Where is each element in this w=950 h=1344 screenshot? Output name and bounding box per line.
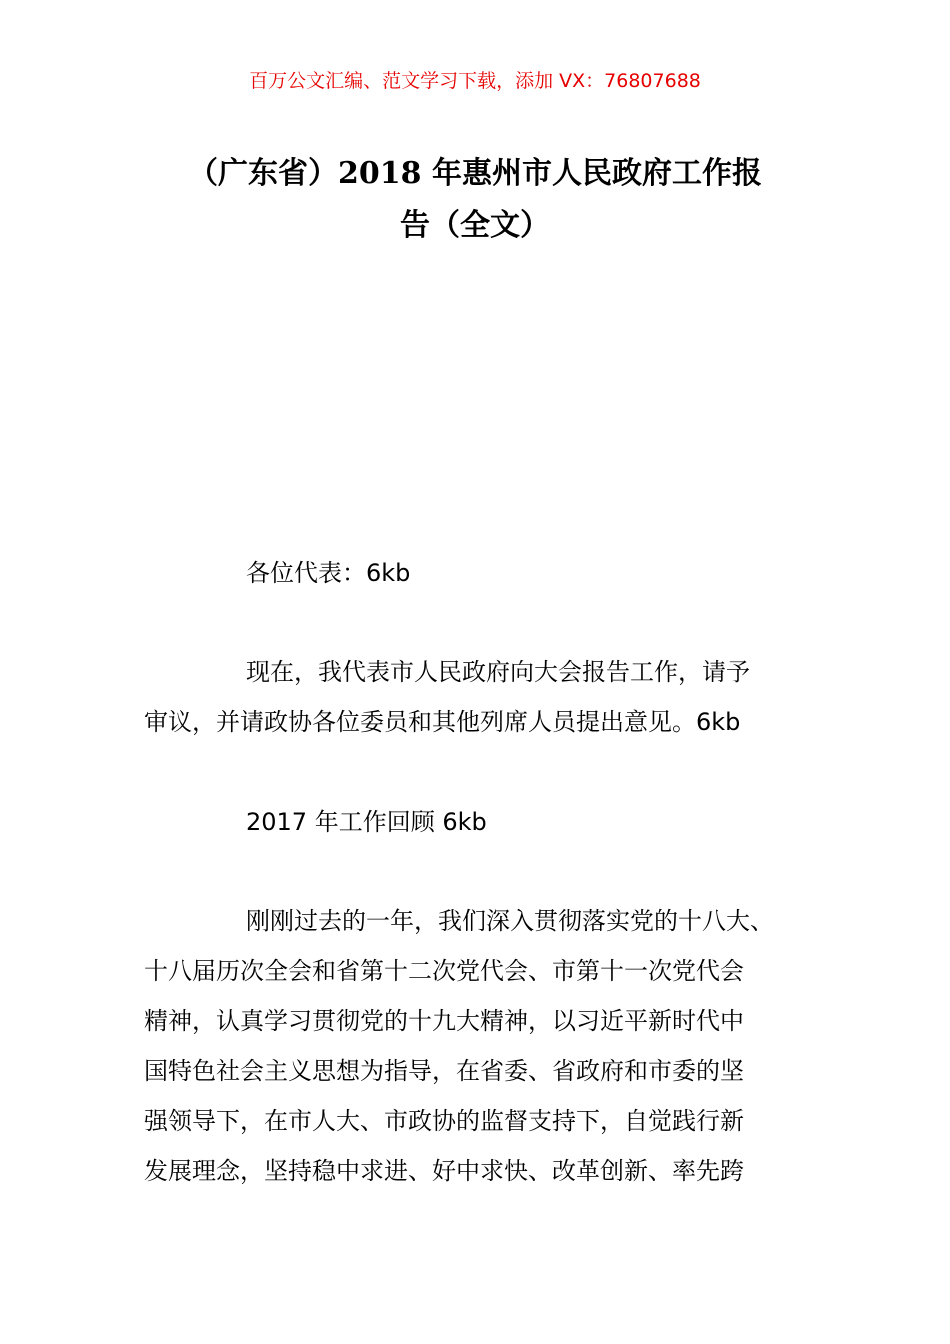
- document-title: [140, 148, 810, 252]
- intro-line-1: 现在，我代表市人民政府向大会报告工作，请予: [246, 658, 750, 686]
- salutation: 各位代表：6kb: [246, 559, 411, 587]
- promo-header: 百万公文汇编、范文学习下载，添加 VX：76807688: [249, 70, 701, 92]
- review-line: 精神，认真学习贯彻党的十九大精神，以习近平新时代中: [144, 1007, 744, 1035]
- review-line: 强领导下，在市人大、市政协的监督支持下，自觉践行新: [144, 1107, 744, 1135]
- review-line: 国特色社会主义思想为指导，在省委、省政府和市委的坚: [144, 1057, 744, 1085]
- section-heading: 2017 年工作回顾 6kb: [246, 808, 487, 836]
- review-line: 十八届历次全会和省第十二次党代会、市第十一次党代会: [144, 957, 744, 985]
- title-line-2: 告（全文）: [400, 208, 550, 243]
- review-line: 发展理念，坚持稳中求进、好中求快、改革创新、率先跨: [144, 1157, 744, 1185]
- review-paragraph: [144, 896, 814, 1196]
- intro-line-2: 审议，并请政协各位委员和其他列席人员提出意见。6kb: [144, 708, 741, 736]
- title-line-1: （广东省）2018 年惠州市人民政府工作报: [188, 156, 762, 191]
- intro-paragraph: [144, 647, 814, 747]
- review-line: 刚刚过去的一年，我们深入贯彻落实党的十八大、: [246, 907, 774, 935]
